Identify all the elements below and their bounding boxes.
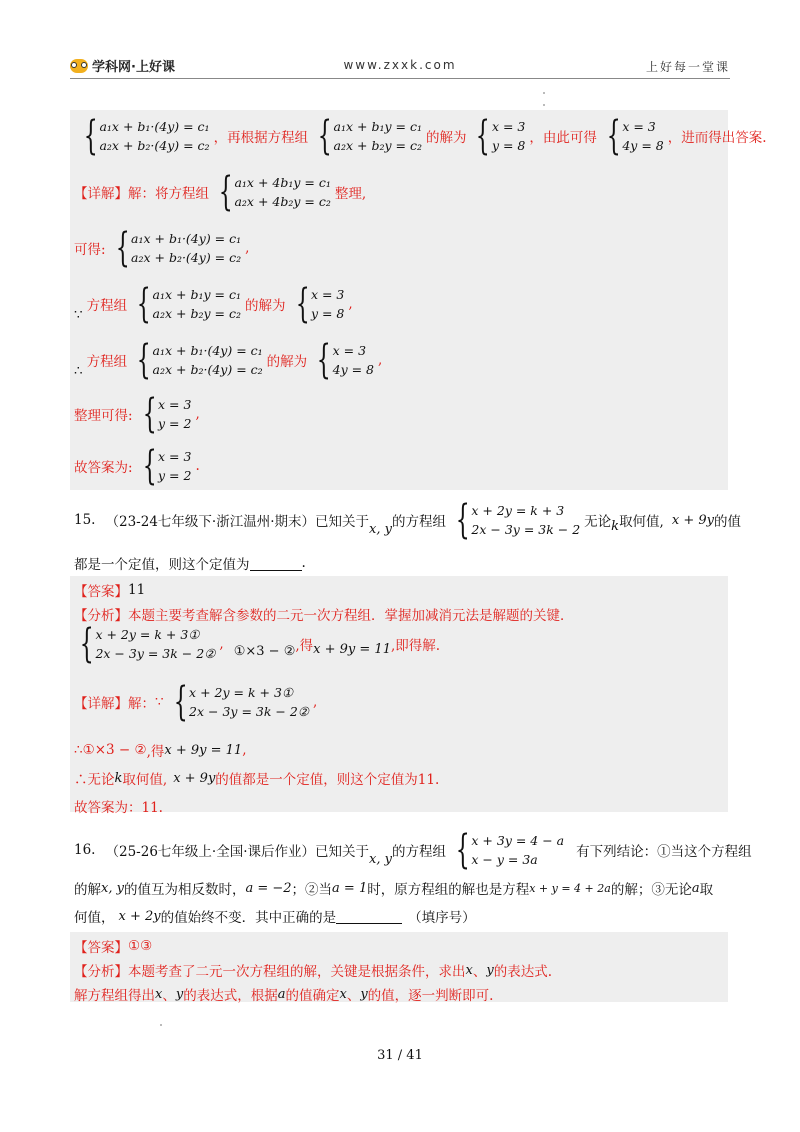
answer-blank	[250, 556, 302, 571]
equation-system: { x = 3 y = 8	[295, 281, 345, 327]
page-header	[70, 56, 730, 76]
page-number: 31 / 41	[377, 1048, 423, 1063]
answer-blank	[336, 909, 402, 924]
equation-system: { x = 3 y = 2	[142, 443, 192, 489]
q15-detail: 【详解】 解： ∵ { x + 2y = k + 3① 2x − 3y = 3k − 2② ,	[74, 679, 318, 725]
site-url: www.zxxk.com	[343, 58, 457, 72]
q15-conclusion: ∴无论 k 取何值, x + 9y 的值都是一个定值，则这个定值为11.	[74, 770, 440, 788]
q14-answer: 故答案为: { x = 3 y = 2 .	[74, 443, 200, 489]
header-divider	[70, 78, 730, 79]
q16-stem-line3: 何值， x + 2y 的值始终不变．其中正确的是 （填序号）	[74, 908, 476, 926]
equation-system: { x = 3 4y = 8	[606, 113, 664, 159]
equation-system: { a₁x + b₁y = c₁ a₂x + b₂y = c₂	[317, 113, 422, 159]
equation-system: { x = 3 y = 8	[476, 113, 526, 159]
logo-text: 学科网·上好课	[92, 60, 175, 75]
equation-system: { x + 2y = k + 3① 2x − 3y = 3k − 2②	[173, 679, 310, 725]
q15-stem-line2: 都是一个定值，则这个定值为 .	[74, 555, 306, 573]
q15-answer: 【答案】 11	[74, 582, 146, 600]
stray-dot	[543, 92, 545, 94]
q14-line1: { a₁x + b₁·(4y) = c₁ a₂x + b₂·(4y) = c₂ ，再根据方程组 { a₁x + b₁y = c₁ a₂x + b₂y = c₂ 的解为 { x = 3 y = 8 ，由此可得 { x = 3 4y = 8 ，进而得出答案.	[74, 116, 767, 156]
detail-tag: 【详解】	[74, 186, 128, 202]
equation-system: { a₁x + 4b₁y = c₁ a₂x + 4b₂y = c₂	[218, 169, 331, 215]
q15-analysis-math: { x + 2y = k + 3① 2x − 3y = 3k − 2② , ①×3 − ② ,得 x + 9y = 11 ,即得解.	[74, 624, 440, 664]
q16-stem-line2: 的解 x, y 的值互为相反数时， a = −2 ；②当 a = 1 时，原方程组的解也是方程 x + y = 4 + 2a 的解；③无论 a 取	[74, 880, 714, 898]
q16-answer: 【答案】 ①③	[74, 938, 153, 956]
equation-system: { x = 3 4y = 8	[316, 337, 375, 383]
q16-stem: 16. （25-26七年级上·全国·课后作业） 已知关于 x, y 的方程组 { x + 3y = 4 − a x − y = 3a 有下列结论：①当这个方程组	[74, 827, 752, 873]
equation-system: { a₁x + b₁·(4y) = c₁ a₂x + b₂·(4y) = c₂	[83, 113, 210, 159]
q14-get: 可得: { a₁x + b₁·(4y) = c₁ a₂x + b₂·(4y) = c₂ ,	[74, 225, 250, 271]
q16-analysis: 【分析】 本题考查了二元一次方程组的解，关键是根据条件，求出 x 、 y 的表达式.	[74, 962, 552, 980]
q16-analysis-line2: 解方程组得出 x 、 y 的表达式，根据 a 的值确定 x 、 y 的值，逐一判断即可.	[74, 986, 494, 1004]
equation-system: { x = 3 y = 2	[142, 391, 192, 437]
equation-system: { x + 3y = 4 − a x − y = 3a	[455, 827, 565, 873]
stray-dot	[543, 104, 545, 106]
equation-system: { x + 2y = k + 3① 2x − 3y = 3k − 2②	[79, 621, 216, 667]
equation-system: { x + 2y = k + 3 2x − 3y = 3k − 2	[455, 497, 581, 543]
q15-analysis: 【分析】 本题主要考查解含参数的二元一次方程组．掌握加减消元法是解题的关键．	[74, 608, 574, 624]
q15-stem: 15. （23-24七年级下·浙江温州·期末） 已知关于 x, y 的方程组 { x + 2y = k + 3 2x − 3y = 3k − 2 无论 k 取何值, x + 9y 的值	[74, 497, 741, 543]
equation-system: { a₁x + b₁·(4y) = c₁ a₂x + b₂·(4y) = c₂	[115, 225, 242, 271]
stray-dot	[160, 1024, 162, 1026]
site-motto: 上好每一堂课	[645, 60, 730, 74]
q14-arrange: 整理可得: { x = 3 y = 2 ,	[74, 391, 200, 437]
q15-therefore: ∴①×3 − ② ,得 x + 9y = 11 ,	[74, 742, 247, 760]
equation-system: { a₁x + b₁·(4y) = c₁ a₂x + b₂·(4y) = c₂	[136, 337, 263, 383]
q14-detail: 【详解】 解：将方程组 { a₁x + 4b₁y = c₁ a₂x + 4b₂y = c₂ 整理,	[74, 169, 367, 215]
q14-since: ∵ 方程组 { a₁x + b₁y = c₁ a₂x + b₂y = c₂ 的解为 { x = 3 y = 8 ,	[74, 281, 353, 327]
q15-final: 故答案为：11.	[74, 800, 163, 816]
equation-system: { a₁x + b₁y = c₁ a₂x + b₂y = c₂	[136, 281, 241, 327]
q14-therefore: ∴ 方程组 { a₁x + b₁·(4y) = c₁ a₂x + b₂·(4y) = c₂ 的解为 { x = 3 4y = 8 ,	[74, 337, 383, 383]
